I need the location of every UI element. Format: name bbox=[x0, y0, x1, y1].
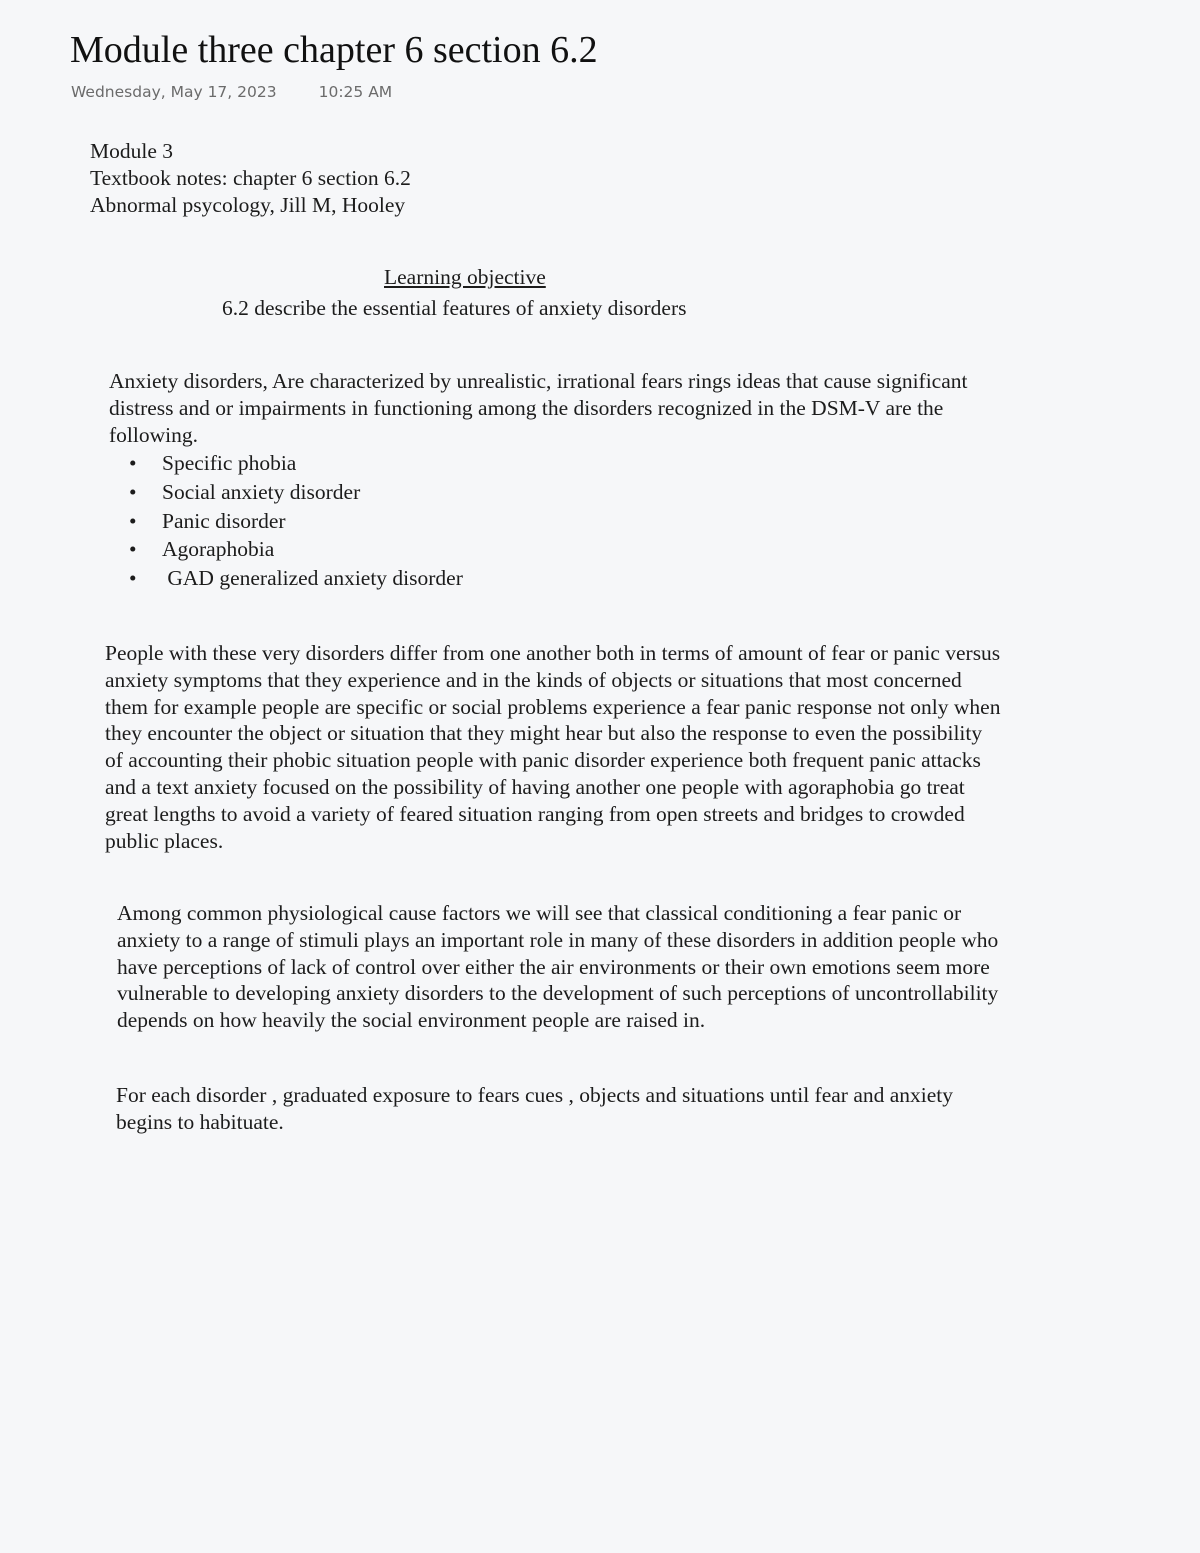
page-title: Module three chapter 6 section 6.2 bbox=[70, 29, 598, 71]
bullet-icon: • bbox=[129, 537, 137, 562]
note-time: 10:25 AM bbox=[318, 83, 393, 101]
list-item bbox=[129, 449, 463, 478]
bullet-icon: • bbox=[129, 508, 137, 533]
list-item bbox=[129, 564, 463, 593]
list-item-text: Panic disorder bbox=[162, 508, 286, 533]
bullet-icon: • bbox=[129, 451, 137, 475]
bullet-icon: • bbox=[129, 479, 137, 504]
list-item bbox=[129, 507, 463, 536]
disorder-list bbox=[129, 449, 463, 593]
list-item-text: Specific phobia bbox=[162, 451, 297, 475]
treatment-paragraph: For each disorder , graduated exposure to fears cues , objects and situations until fear and anxiety begins to habituate. bbox=[116, 1083, 954, 1134]
list-item-text: Social anxiety disorder bbox=[162, 479, 361, 504]
objective-text: 6.2 describe the essential features of anxiety disorders bbox=[222, 296, 687, 320]
note-timestamp bbox=[71, 81, 392, 103]
objective-heading: Learning objective bbox=[384, 265, 546, 289]
note-header bbox=[90, 138, 411, 219]
book-reference: Abnormal psycology, Jill M, Hooley bbox=[90, 193, 406, 217]
bullet-icon: • bbox=[129, 566, 137, 591]
list-item bbox=[129, 535, 463, 564]
list-item-text: Agoraphobia bbox=[162, 537, 275, 562]
textbook-label: Textbook notes: chapter 6 section 6.2 bbox=[90, 166, 411, 190]
disorders-paragraph: People with these very disorders differ from one another both in terms of amount of fear or panic versus anxiety symptoms that they experience and in the kinds of objects or situations that most concerned them for example people are specific or social problems experience a fear panic response not only when they encounter the object or situation that they might hear but also the response to even the possibility of accounting their phobic situation people with panic disorder experience both frequent panic attacks and a text anxiety focused on the possibility of having another one people with agoraphobia go treat great lengths to avoid a variety of feared situation ranging from open streets and bridges to crowded public places. bbox=[105, 641, 1001, 853]
note-date: Wednesday, May 17, 2023 bbox=[71, 83, 277, 101]
intro-paragraph: Anxiety disorders, Are characterized by unrealistic, irrational fears rings ideas that cause significant distress and or impairments in functioning among the disorders recognized in the DSM-V are the following. bbox=[109, 369, 968, 447]
module-label: Module 3 bbox=[90, 139, 174, 163]
causes-paragraph: Among common physiological cause factors we will see that classical conditioning a fear panic or anxiety to a range of stimuli plays an important role in many of these disorders in addition people who have perceptions of lack of control over either the air environments or their own emotions seem more vulnerable to developing anxiety disorders to the development of such perceptions of uncontrollability depends on how heavily the social environment people are raised in. bbox=[117, 901, 999, 1033]
list-item-text: GAD generalized anxiety disorder bbox=[162, 566, 463, 591]
list-item bbox=[129, 478, 463, 507]
